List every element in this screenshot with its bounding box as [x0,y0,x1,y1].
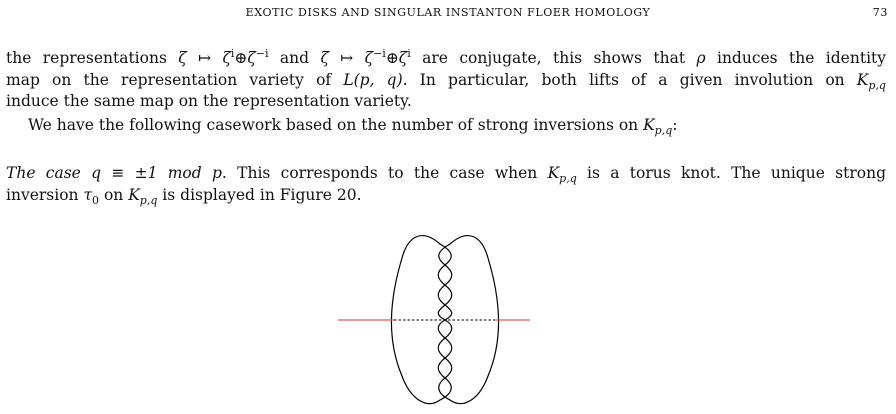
paragraph-1-line-1: the representations ζ ↦ $\zeta^i\oplus\zeta^{-i}$ and ζ ↦ $\zeta^{-i}\oplus\zeta^i$ are conjugate, this shows that ρ induces the identity [6,46,887,67]
running-header [0,6,896,24]
running-title: EXOTIC DISKS AND SINGULAR INSTANTON FLOER HOMOLOGY [245,6,651,19]
paragraph-1-line-2: map on the representation variety of L(p, q). In particular, both lifts of a given involution on $K_{p,q}$ [6,70,886,92]
page-number: 73 [872,6,888,19]
paragraph-3-line-1: The case q ≡ ±1 mod p. This corresponds to the case when $K_{p,q}$ is a torus knot. The unique strong [6,164,886,186]
paragraph-3 [6,163,886,206]
torus-knot-figure [330,228,560,414]
paragraph-1-line-3: induce the same map on the representation variety. [6,92,412,110]
paragraph-3-line-2: inversion $\tau_0$ on $K_{p,q}$ is displayed in Figure 20. [6,185,362,207]
paragraph-1 [6,48,886,113]
paragraph-2: We have the following casework based on the number of strong inversions on $K_{p,q}$: [28,116,678,138]
knot-twist-strand-2 [438,244,452,400]
knot-twist-strand-1 [438,244,452,400]
